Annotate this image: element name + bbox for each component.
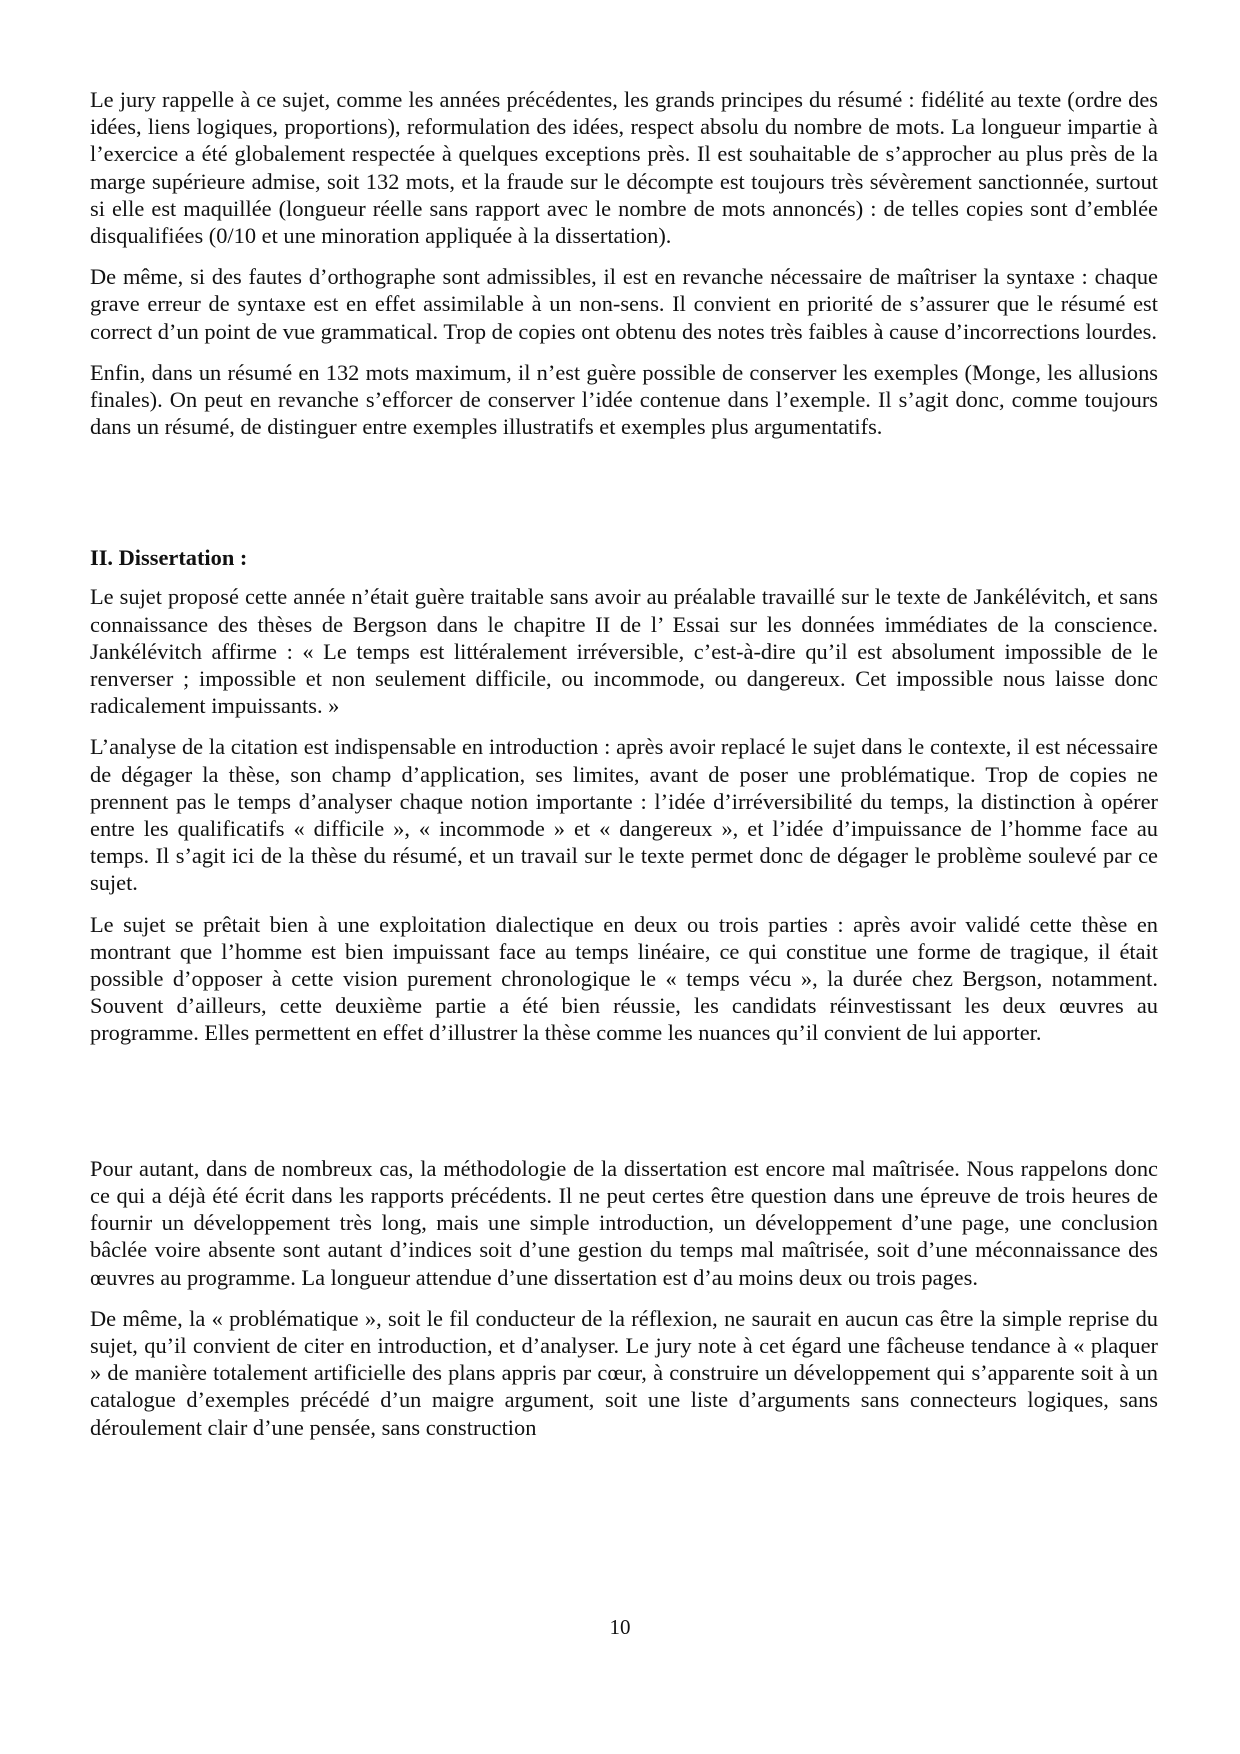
document-page [90,86,1158,1455]
section-spacer [90,454,1158,544]
syntax-paragraph: De même, si des fautes d’orthographe sont admissibles, il est en revanche nécessaire de maîtriser la syntaxe : chaque grave erreur de syntaxe est en effet assimilable à un non-sens. Il convient en priorité de s’assurer que le résumé est correct d’un point de vue grammatical. Trop de copies ont obtenu des notes très faibles à cause d’incorrections lourdes. [90,264,1158,344]
dissertation-heading: II. Dissertation : [90,545,248,571]
methodology-paragraph: Pour autant, dans de nombreux cas, la méthodologie de la dissertation est encore mal maîtrisée. Nous rappelons donc ce qui a déjà été écrit dans les rapports précédents. Il ne peut certes être question dans une épreuve de trois heures de fournir un développement très long, mais une simple introduction, un développement d’une page, une conclusion bâclée voire absente sont autant d’indices soit d’une gestion du temps mal maîtrisée, soit d’une méconnaissance des œuvres au programme. La longueur attendue d’une dissertation est d’au moins deux ou trois pages. [90,1155,1158,1290]
problematique-paragraph: De même, la « problématique », soit le fil conducteur de la réflexion, ne saurait en aucun cas être la simple reprise du sujet, qu’il convient de citer en introduction, et d’analyser. Le jury note à cet égard une fâcheuse tendance à « plaquer » de manière totalement artificielle des plans appris par cœur, à construire un développement qui s’apparente soit à un catalogue d’exemples précédé d’un maigre argument, soit une liste d’arguments sans connecteurs logiques, sans déroulement clair d’une pensée, sans construction [90,1305,1158,1440]
dialectic-paragraph: Le sujet se prêtait bien à une exploitation dialectique en deux ou trois parties : après avoir validé cette thèse en montrant que l’homme est bien impuissant face au temps linéaire, ce qui constitue une forme de tragique, il était possible d’opposer à cette vision purement chronologique le « temps vécu », la durée chez Bergson, notamment. Souvent d’ailleurs, cette deuxième partie a été bien réussie, les candidats réinvestissant les deux œuvres au programme. Elles permettent en effet d’illustrer la thèse comme les nuances qu’il convient de lui apporter. [90,911,1158,1046]
subject-paragraph: Le sujet proposé cette année n’était guère traitable sans avoir au préalable travaillé sur le texte de Jankélévitch, et sans connaissance des thèses de Bergson dans le chapitre II de l’ Essai sur les données immédiates de la conscience. Jankélévitch affirme : « Le temps est littéralement irréversible, c’est-à-dire qu’il est absolument impossible de le renverser ; impossible et non seulement difficile, ou incommode, ou dangereux. Cet impossible nous laisse donc radicalement impuissants. » [90,584,1158,719]
citation-analysis-paragraph: L’analyse de la citation est indispensable en introduction : après avoir replacé le sujet dans le contexte, il est nécessaire de dégager la thèse, son champ d’application, ses limites, avant de poser une problématique. Trop de copies ne prennent pas le temps d’analyser chaque notion importante : l’idée d’irréversibilité du temps, la distinction à opérer entre les qualificatifs « difficile », « incommode » et « dangereux », et l’idée d’impuissance de l’homme face au temps. Il s’agit ici de la thèse du résumé, et un travail sur le texte permet donc de dégager le problème soulevé par ce sujet. [90,734,1158,896]
section-spacer [90,1061,1158,1155]
page-number: 10 [609,1615,631,1639]
resume-principles-paragraph: Le jury rappelle à ce sujet, comme les années précédentes, les grands principes du résumé : fidélité au texte (ordre des idées, liens logiques, proportions), reformulation des idées, respect absolu du nombre de mots. La longueur impartie à l’exercice a été globalement respectée à quelques exceptions près. Il est souhaitable de s’approcher au plus près de la marge supérieure admise, soit 132 mots, et la fraude sur le décompte est toujours très sévèrement sanctionnée, surtout si elle est maquillée (longueur réelle sans rapport avec le nombre de mots annoncés) : de telles copies sont d’emblée disqualifiées (0/10 et une minoration appliquée à la dissertation). [90,87,1158,249]
examples-paragraph: Enfin, dans un résumé en 132 mots maximum, il n’est guère possible de conserver les exemples (Monge, les allusions finales). On peut en revanche s’efforcer de conserver l’idée contenue dans l’exemple. Il s’agit donc, comme toujours dans un résumé, de distinguer entre exemples illustratifs et exemples plus argumentatifs. [90,359,1158,440]
